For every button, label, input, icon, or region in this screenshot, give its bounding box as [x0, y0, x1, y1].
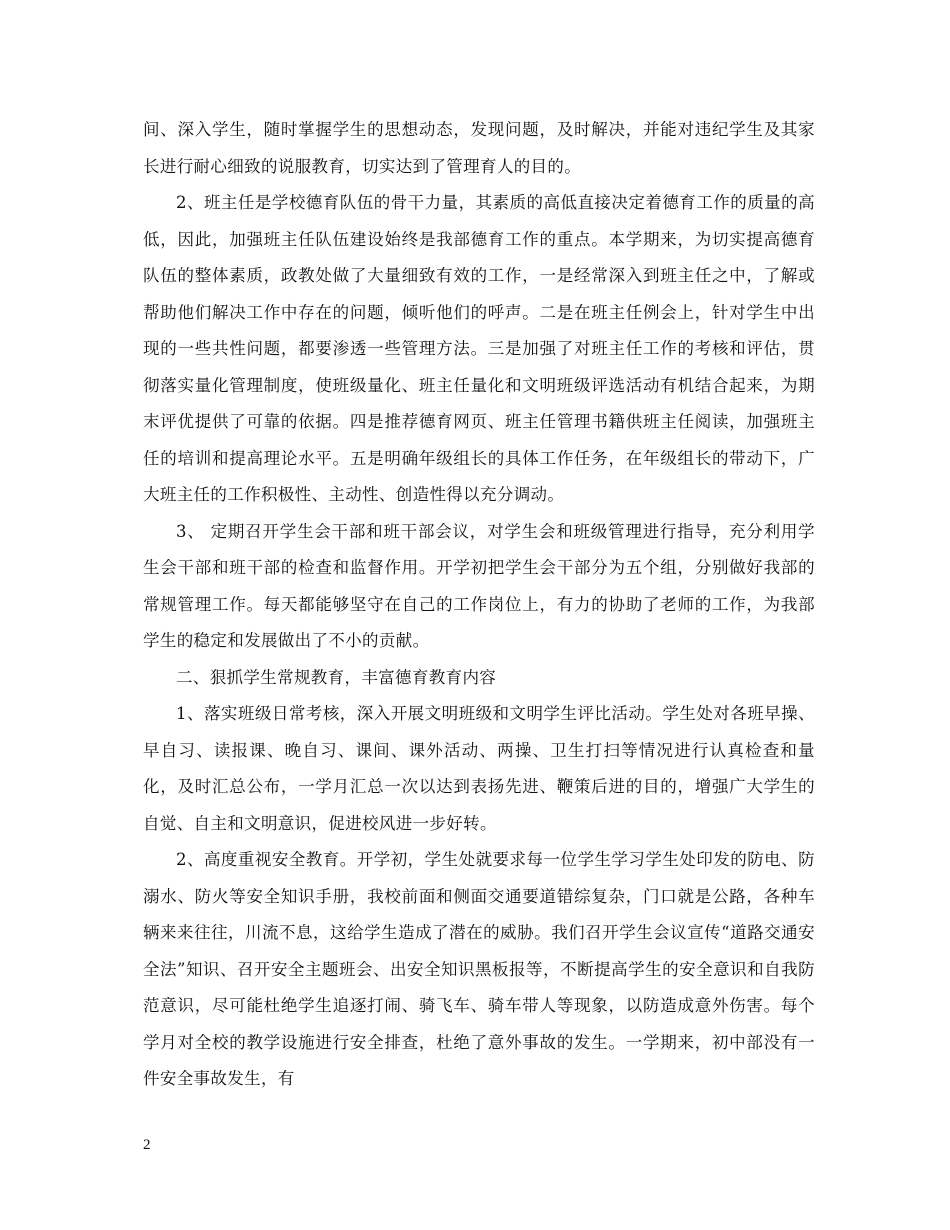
page-number: 2: [143, 1137, 151, 1153]
paragraph-4: 1、落实班级日常考核，深入开展文明班级和文明学生评比活动。学生处对各班早操、早自习、读报课、晚自习、课间、课外活动、两操、卫生打扫等情况进行认真检查和量化，及时汇总公布，一学月汇总一次以达到表扬先进、鞭策后进的目的，增强广大学生的自觉、自主和文明意识，促进校风进一步好转。: [143, 704, 815, 833]
paragraph-2: 2、班主任是学校德育队伍的骨干力量，其素质的高低直接决定着德育工作的质量的高低，因此，加强班主任队伍建设始终是我部德育工作的重点。本学期来，为切实提高德育队伍的整体素质，政教处做了大量细致有效的工作，一是经常深入到班主任之中，了解或帮助他们解决工作中存在的问题，倾听他们的呼声。二是在班主任例会上，针对学生中出现的一些共性问题，都要渗透一些管理方法。三是加强了对班主任工作的考核和评估，贯彻落实量化管理制度，使班级量化、班主任量化和文明班级评选活动有机结合起来，为期末评优提供了可靠的依据。四是推荐德育网页、班主任管理书籍供班主任阅读，加强班主任的培训和提高理论水平。五是明确年级组长的具体工作任务，在年级组长的带动下，广大班主任的工作积极性、主动性、创造性得以充分调动。: [143, 193, 815, 504]
paragraph-1: 间、深入学生，随时掌握学生的思想动态，发现问题，及时解决，并能对违纪学生及其家长进行耐心细致的说服教育，切实达到了管理育人的目的。: [143, 120, 815, 176]
section-heading: 二、狠抓学生常规教育，丰富德育教育内容: [176, 667, 497, 687]
paragraph-3: 3、 定期召开学生会干部和班干部会议，对学生会和班级管理进行指导，充分利用学生会干部和班干部的检查和监督作用。开学初把学生会干部分为五个组，分别做好我部的常规管理工作。每天都能够坚守在自己的工作岗位上，有力的协助了老师的工作，为我部学生的稳定和发展做出了不小的贡献。: [143, 521, 815, 650]
document-body: [143, 112, 815, 1098]
paragraph-5: 2、高度重视安全教育。开学初，学生处就要求每一位学生学习学生处印发的防电、防溺水、防火等安全知识手册，我校前面和侧面交通要道错综复杂，门口就是公路，各种车辆来来往往，川流不息，这给学生造成了潜在的威胁。我们召开学生会议宣传“道路交通安全法”知识、召开安全主题班会、出安全知识黑板报等，不断提高学生的安全意识和自我防范意识，尽可能杜绝学生追逐打闹、骑飞车、骑车带人等现象，以防造成意外伤害。每个学月对全校的教学设施进行安全排查，杜绝了意外事故的发生。一学期来，初中部没有一件安全事故发生，有: [143, 850, 815, 1088]
